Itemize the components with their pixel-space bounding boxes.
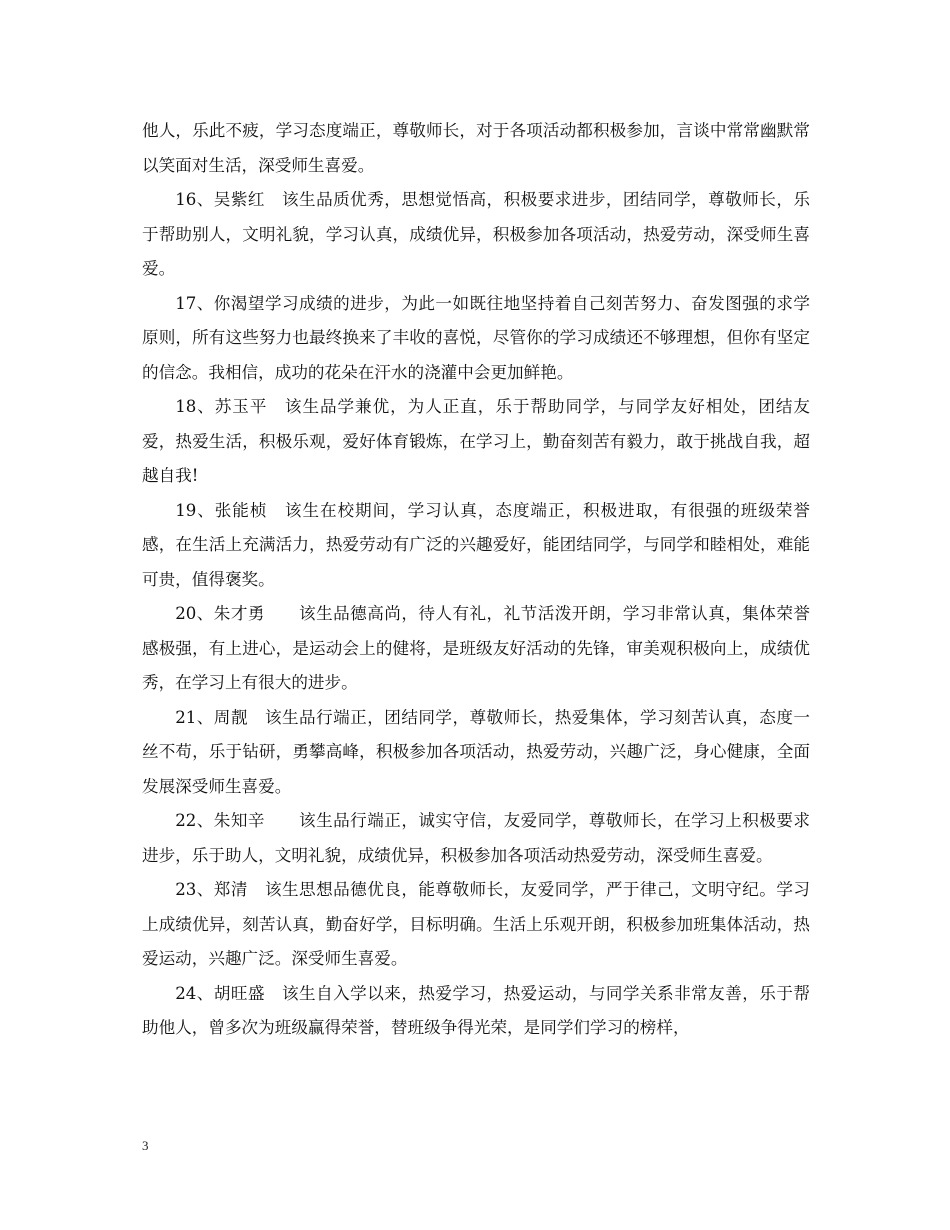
paragraph-4: 19、张能桢 该生在校期间，学习认真，态度端正，积极进取，有很强的班级荣誉感，在生活上充满活力，热爱劳动有广泛的兴趣爱好，能团结同学，与同学和睦相处，难能可贵，值得褒奖。 (142, 500, 810, 589)
paragraph-9: 24、胡旺盛 该生自入学以来，热爱学习，热爱运动，与同学关系非常友善，乐于帮助他人，曾多次为班级赢得荣誉，替班级争得光荣，是同学们学习的榜样， (142, 983, 810, 1037)
paragraph-8: 23、郑清 该生思想品德优良，能尊敬师长，友爱同学，严于律己，文明守纪。学习上成绩优异，刻苦认真，勤奋好学，目标明确。生活上乐观开朗，积极参加班集体活动，热爱运动，兴趣广泛。深受师生喜爱。 (142, 880, 810, 968)
paragraph-2: 17、你渴望学习成绩的进步，为此一如既往地坚持着自己刻苦努力、奋发图强的求学原则，所有这些努力也最终换来了丰收的喜悦，尽管你的学习成绩还不够理想，但你有坚定的信念。我相信，成功的花朵在汗水的浇灌中会更加鲜艳。 (142, 293, 810, 382)
paragraph-6: 21、周靓 该生品行端正，团结同学，尊敬师长，热爱集体，学习刻苦认真，态度一丝不苟，乐于钻研，勇攀高峰，积极参加各项活动，热爱劳动，兴趣广泛，身心健康，全面发展深受师生喜爱。 (142, 707, 810, 796)
paragraph-1: 16、吴紫红 该生品质优秀，思想觉悟高，积极要求进步，团结同学，尊敬师长，乐于帮助别人，文明礼貌，学习认真，成绩优异，积极参加各项活动，热爱劳动，深受师生喜爱。 (142, 190, 810, 278)
paragraph-3: 18、苏玉平 该生品学兼优，为人正直，乐于帮助同学，与同学友好相处，团结友爱，热爱生活，积极乐观，爱好体育锻炼，在学习上，勤奋刻苦有毅力，敢于挑战自我，超越自我! (142, 397, 810, 485)
paragraph-0: 他人，乐此不疲，学习态度端正，尊敬师长，对于各项活动都积极参加，言谈中常常幽默常以笑面对生活，深受师生喜爱。 (142, 121, 810, 175)
page-number: 3 (142, 1138, 149, 1153)
paragraph-7: 22、朱知辛 该生品行端正，诚实守信，友爱同学，尊敬师长，在学习上积极要求进步，乐于助人，文明礼貌，成绩优异，积极参加各项活动热爱劳动，深受师生喜爱。 (142, 811, 810, 865)
paragraph-5: 20、朱才勇 该生品德高尚，待人有礼，礼节活泼开朗，学习非常认真，集体荣誉感极强，有上进心，是运动会上的健将，是班级友好活动的先锋，审美观积极向上，成绩优秀，在学习上有很大的进步。 (142, 604, 810, 692)
document-body (142, 114, 810, 1046)
